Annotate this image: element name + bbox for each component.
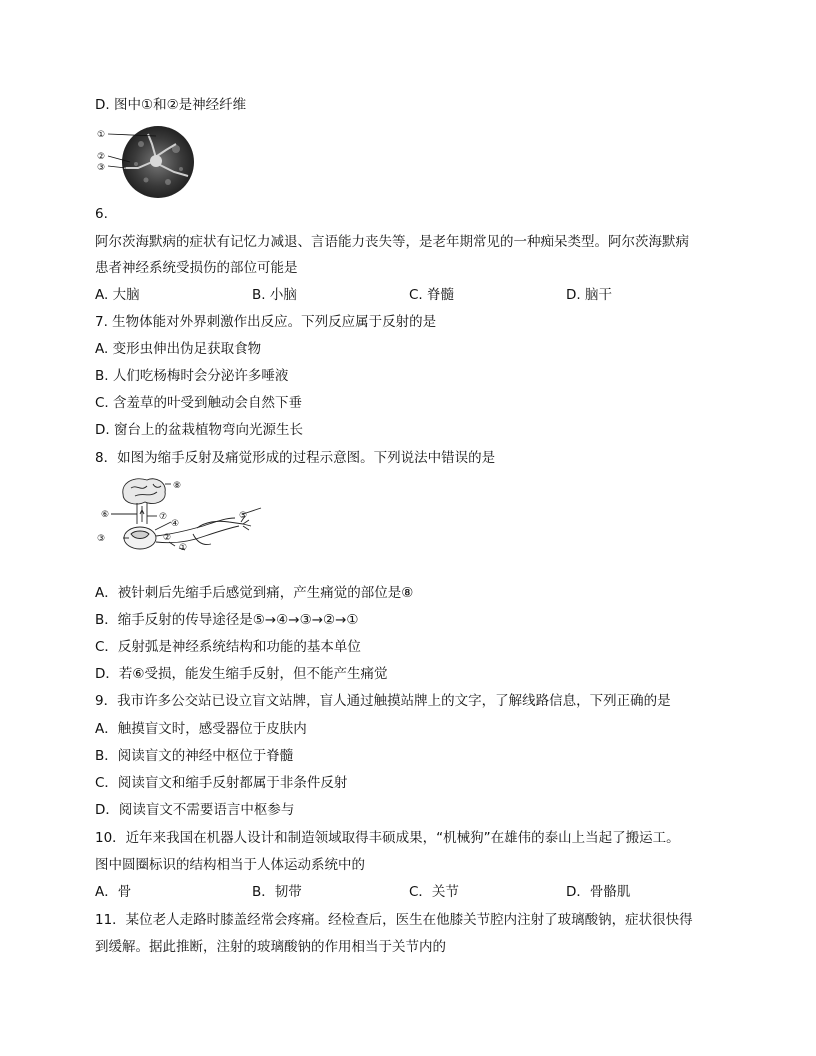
q6-number: 6. bbox=[95, 206, 108, 222]
diagram-label-4: ④ bbox=[171, 519, 180, 529]
q11-stem-line2: 到缓解。据此推断，注射的玻璃酸钠的作用相当于关节内的 bbox=[95, 939, 446, 955]
q9-option-d: D．阅读盲文不需要语言中枢参与 bbox=[95, 802, 295, 818]
q10-stem-line2: 图中圆圈标识的结构相当于人体运动系统中的 bbox=[95, 857, 365, 873]
q6-stem-line1: 阿尔茨海默病的症状有记忆力减退、言语能力丧失等，是老年期常见的一种痴呆类型。阿尔茨海默病 bbox=[95, 234, 689, 250]
fig-label-2: ② bbox=[97, 152, 106, 162]
q7-option-c: C. 含羞草的叶受到触动会自然下垂 bbox=[95, 395, 303, 411]
q9-option-b: B．阅读盲文的神经中枢位于脊髓 bbox=[95, 748, 294, 764]
fig-label-1: ① bbox=[97, 130, 106, 140]
q8-option-b: B．缩手反射的传导途径是⑤→④→③→②→① bbox=[95, 612, 359, 628]
q5-option-d: D. 图中①和②是神经纤维 bbox=[95, 97, 247, 113]
diagram-label-1: ① bbox=[179, 543, 188, 552]
q7-option-b: B. 人们吃杨梅时会分泌许多唾液 bbox=[95, 368, 289, 384]
q10-stem-line1: 10．近年来我国在机器人设计和制造领域取得丰硕成果，“机械狗”在雄伟的泰山上当起了搬运工。 bbox=[95, 830, 680, 846]
q8-option-c: C．反射弧是神经系统结构和功能的基本单位 bbox=[95, 639, 361, 655]
q7-stem: 7. 生物体能对外界刺激作出反应。下列反应属于反射的是 bbox=[95, 314, 437, 330]
q10-option-d: D．骨骼肌 bbox=[566, 884, 631, 900]
q7-option-d: D. 窗台上的盆栽植物弯向光源生长 bbox=[95, 422, 303, 438]
diagram-label-8: ⑧ bbox=[173, 481, 182, 491]
q8-stem: 8．如图为缩手反射及痛觉形成的过程示意图。下列说法中错误的是 bbox=[95, 450, 496, 466]
q10-option-c: C．关节 bbox=[409, 884, 459, 900]
q6-option-c: C. 脊髓 bbox=[409, 287, 455, 303]
q9-stem: 9．我市许多公交站已设立盲文站牌，盲人通过触摸站牌上的文字，了解线路信息，下列正确的是 bbox=[95, 693, 671, 709]
q9-option-c: C．阅读盲文和缩手反射都属于非条件反射 bbox=[95, 775, 348, 791]
q6-option-a: A. 大脑 bbox=[95, 287, 140, 303]
q11-stem-line1: 11．某位老人走路时膝盖经常会疼痛。经检查后，医生在他膝关节腔内注射了玻璃酸钠，症状很快得 bbox=[95, 912, 693, 928]
q6-stem-line2: 患者神经系统受损伤的部位可能是 bbox=[95, 260, 298, 276]
fig-label-3: ③ bbox=[97, 163, 106, 173]
q8-option-a: A．被针刺后先缩手后感觉到痛，产生痛觉的部位是⑧ bbox=[95, 585, 414, 601]
q9-option-a: A．触摸盲文时，感受器位于皮肤内 bbox=[95, 721, 307, 737]
diagram-label-5: ⑤ bbox=[239, 511, 248, 521]
diagram-label-2: ② bbox=[163, 533, 172, 543]
q8-option-d: D．若⑥受损，能发生缩手反射，但不能产生痛觉 bbox=[95, 666, 388, 682]
diagram-label-3: ③ bbox=[97, 534, 106, 544]
q10-option-a: A．骨 bbox=[95, 884, 132, 900]
diagram-label-7: ⑦ bbox=[159, 512, 168, 522]
q7-option-a: A. 变形虫伸出伪足获取食物 bbox=[95, 341, 262, 357]
diagram-label-6: ⑥ bbox=[101, 510, 110, 520]
neuron-micrograph-figure bbox=[96, 124, 196, 200]
reflex-arc-diagram bbox=[93, 474, 263, 552]
q10-option-b: B．韧带 bbox=[252, 884, 302, 900]
q6-option-b: B. 小脑 bbox=[252, 287, 297, 303]
q6-option-d: D. 脑干 bbox=[566, 287, 612, 303]
